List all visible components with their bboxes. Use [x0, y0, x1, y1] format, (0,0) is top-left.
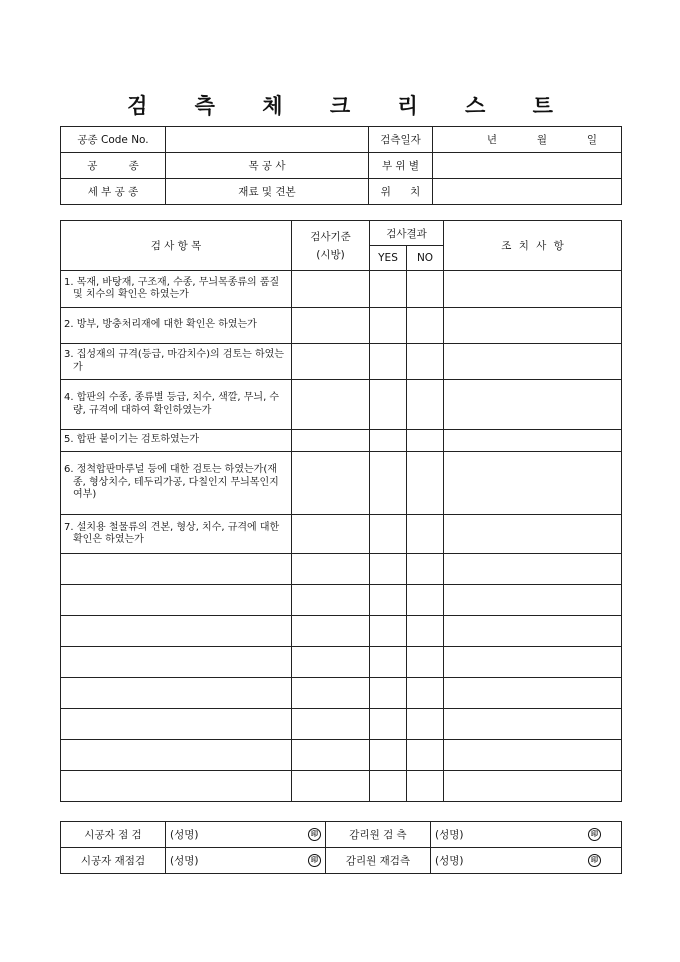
- yes-cell[interactable]: [370, 678, 407, 709]
- work-type-label: 공 종: [61, 153, 166, 179]
- action-cell[interactable]: [444, 308, 622, 344]
- detail-value[interactable]: 재료 및 견본: [166, 179, 369, 205]
- empty-row: [61, 585, 622, 616]
- no-cell[interactable]: [407, 647, 444, 678]
- action-cell[interactable]: [444, 515, 622, 554]
- standard-cell[interactable]: [292, 515, 370, 554]
- table-row: [61, 271, 622, 308]
- yes-cell[interactable]: [370, 616, 407, 647]
- header-table: [60, 126, 622, 205]
- action-cell[interactable]: [444, 709, 622, 740]
- item-cell[interactable]: [61, 678, 292, 709]
- signature-table: [60, 821, 622, 874]
- standard-cell[interactable]: [292, 344, 370, 380]
- no-cell[interactable]: [407, 740, 444, 771]
- standard-cell[interactable]: [292, 271, 370, 308]
- page-title: 검 측 체 크 리 스 트: [127, 93, 573, 118]
- standard-cell[interactable]: [292, 616, 370, 647]
- supervisor-inspect-label: 감리원 검 측: [326, 822, 431, 848]
- item-cell[interactable]: [61, 554, 292, 585]
- empty-row: [61, 616, 622, 647]
- col-header-standard: [292, 221, 370, 271]
- check-item: 5. 합판 붙이기는 검토하였는가: [61, 430, 292, 452]
- name-label: (성명): [170, 855, 199, 867]
- empty-row: [61, 554, 622, 585]
- action-cell[interactable]: [444, 616, 622, 647]
- location-label: 위 치: [369, 179, 433, 205]
- yes-cell[interactable]: [370, 585, 407, 616]
- code-value[interactable]: [166, 127, 369, 153]
- item-cell[interactable]: [61, 771, 292, 802]
- seal-icon: 印: [308, 828, 321, 841]
- item-cell[interactable]: [61, 740, 292, 771]
- action-cell[interactable]: [444, 647, 622, 678]
- name-label: (성명): [435, 829, 464, 841]
- table-row: [61, 380, 622, 430]
- yes-cell[interactable]: [370, 344, 407, 380]
- yes-cell[interactable]: [370, 515, 407, 554]
- standard-cell[interactable]: [292, 709, 370, 740]
- action-cell[interactable]: [444, 271, 622, 308]
- no-cell[interactable]: [407, 554, 444, 585]
- no-cell[interactable]: [407, 678, 444, 709]
- no-cell[interactable]: [407, 308, 444, 344]
- no-cell[interactable]: [407, 344, 444, 380]
- yes-cell[interactable]: [370, 271, 407, 308]
- table-row: [61, 308, 622, 344]
- item-cell[interactable]: [61, 585, 292, 616]
- supervisor-reinspect-signature[interactable]: [431, 848, 622, 874]
- action-cell[interactable]: [444, 740, 622, 771]
- name-label: (성명): [170, 829, 199, 841]
- action-cell[interactable]: [444, 452, 622, 515]
- contractor-reinspect-label: 시공자 재점검: [61, 848, 166, 874]
- no-cell[interactable]: [407, 515, 444, 554]
- supervisor-reinspect-label: 감리원 재검측: [326, 848, 431, 874]
- action-cell[interactable]: [444, 430, 622, 452]
- month-label: 월: [536, 134, 548, 146]
- action-cell[interactable]: [444, 585, 622, 616]
- check-item: 2. 방부, 방충처리재에 대한 확인은 하였는가: [61, 308, 292, 344]
- table-row: [61, 515, 622, 554]
- contractor-inspect-label: 시공자 점 검: [61, 822, 166, 848]
- supervisor-inspect-signature[interactable]: [431, 822, 622, 848]
- check-item: 6. 정척합판마루널 등에 대한 검토는 하였는가(재종, 형상치수, 테두리가공, 다칠인지 무늬목인지 여부): [61, 452, 292, 515]
- name-label: (성명): [435, 855, 464, 867]
- no-cell[interactable]: [407, 452, 444, 515]
- seal-icon: 印: [588, 854, 601, 867]
- table-row: [61, 430, 622, 452]
- no-cell[interactable]: [407, 585, 444, 616]
- action-cell[interactable]: [444, 771, 622, 802]
- yes-cell[interactable]: [370, 430, 407, 452]
- standard-cell[interactable]: [292, 430, 370, 452]
- table-row: [61, 452, 622, 515]
- col-header-standard-line1: 검사기준: [310, 230, 351, 243]
- inspection-date-label: 검측일자: [369, 127, 433, 153]
- empty-row: [61, 647, 622, 678]
- seal-icon: 印: [588, 828, 601, 841]
- location-value[interactable]: [433, 179, 622, 205]
- no-cell[interactable]: [407, 380, 444, 430]
- contractor-reinspect-signature[interactable]: [166, 848, 326, 874]
- empty-row: [61, 709, 622, 740]
- col-header-no: NO: [407, 246, 444, 271]
- check-item: 4. 합판의 수종, 종류별 등급, 치수, 색깔, 무늬, 수량, 규격에 대하여 확인하였는가: [61, 380, 292, 430]
- part-value[interactable]: [433, 153, 622, 179]
- standard-cell[interactable]: [292, 740, 370, 771]
- col-header-yes: YES: [370, 246, 407, 271]
- no-cell[interactable]: [407, 271, 444, 308]
- empty-row: [61, 678, 622, 709]
- no-cell[interactable]: [407, 616, 444, 647]
- yes-cell[interactable]: [370, 740, 407, 771]
- check-item: 3. 집성재의 규격(등급, 마감치수)의 검토는 하였는가: [61, 344, 292, 380]
- action-cell[interactable]: [444, 344, 622, 380]
- col-header-action: 조 치 사 항: [444, 221, 622, 271]
- action-cell[interactable]: [444, 380, 622, 430]
- yes-cell[interactable]: [370, 452, 407, 515]
- yes-cell[interactable]: [370, 308, 407, 344]
- no-cell[interactable]: [407, 430, 444, 452]
- yes-cell[interactable]: [370, 771, 407, 802]
- inspection-date-value[interactable]: [433, 127, 622, 153]
- yes-cell[interactable]: [370, 380, 407, 430]
- empty-row: [61, 740, 622, 771]
- standard-cell[interactable]: [292, 647, 370, 678]
- checklist-table: [60, 220, 622, 802]
- standard-cell[interactable]: [292, 585, 370, 616]
- action-cell[interactable]: [444, 554, 622, 585]
- check-item: 7. 설치용 철물류의 견본, 형상, 치수, 규격에 대한 확인은 하였는가: [61, 515, 292, 554]
- standard-cell[interactable]: [292, 771, 370, 802]
- year-label: 년: [486, 134, 498, 146]
- col-header-standard-line2: (시방): [316, 248, 345, 261]
- yes-cell[interactable]: [370, 554, 407, 585]
- seal-icon: 印: [308, 854, 321, 867]
- standard-cell[interactable]: [292, 308, 370, 344]
- check-item: 1. 목재, 바탕재, 구조재, 수종, 무늬목종류의 품질 및 치수의 확인은 하였는가: [61, 271, 292, 308]
- standard-cell[interactable]: [292, 554, 370, 585]
- part-label: 부 위 별: [369, 153, 433, 179]
- standard-cell[interactable]: [292, 678, 370, 709]
- work-type-value[interactable]: 목 공 사: [166, 153, 369, 179]
- item-cell[interactable]: [61, 647, 292, 678]
- item-cell[interactable]: [61, 616, 292, 647]
- detail-label: 세 부 공 종: [61, 179, 166, 205]
- item-cell[interactable]: [61, 709, 292, 740]
- standard-cell[interactable]: [292, 452, 370, 515]
- col-header-result: 검사결과: [370, 221, 444, 246]
- empty-row: [61, 771, 622, 802]
- action-cell[interactable]: [444, 678, 622, 709]
- code-label: 공종 Code No.: [61, 127, 166, 153]
- yes-cell[interactable]: [370, 709, 407, 740]
- col-header-item: 검 사 항 목: [61, 221, 292, 271]
- yes-cell[interactable]: [370, 647, 407, 678]
- standard-cell[interactable]: [292, 380, 370, 430]
- contractor-inspect-signature[interactable]: [166, 822, 326, 848]
- table-row: [61, 344, 622, 380]
- no-cell[interactable]: [407, 771, 444, 802]
- no-cell[interactable]: [407, 709, 444, 740]
- day-label: 일: [586, 134, 598, 146]
